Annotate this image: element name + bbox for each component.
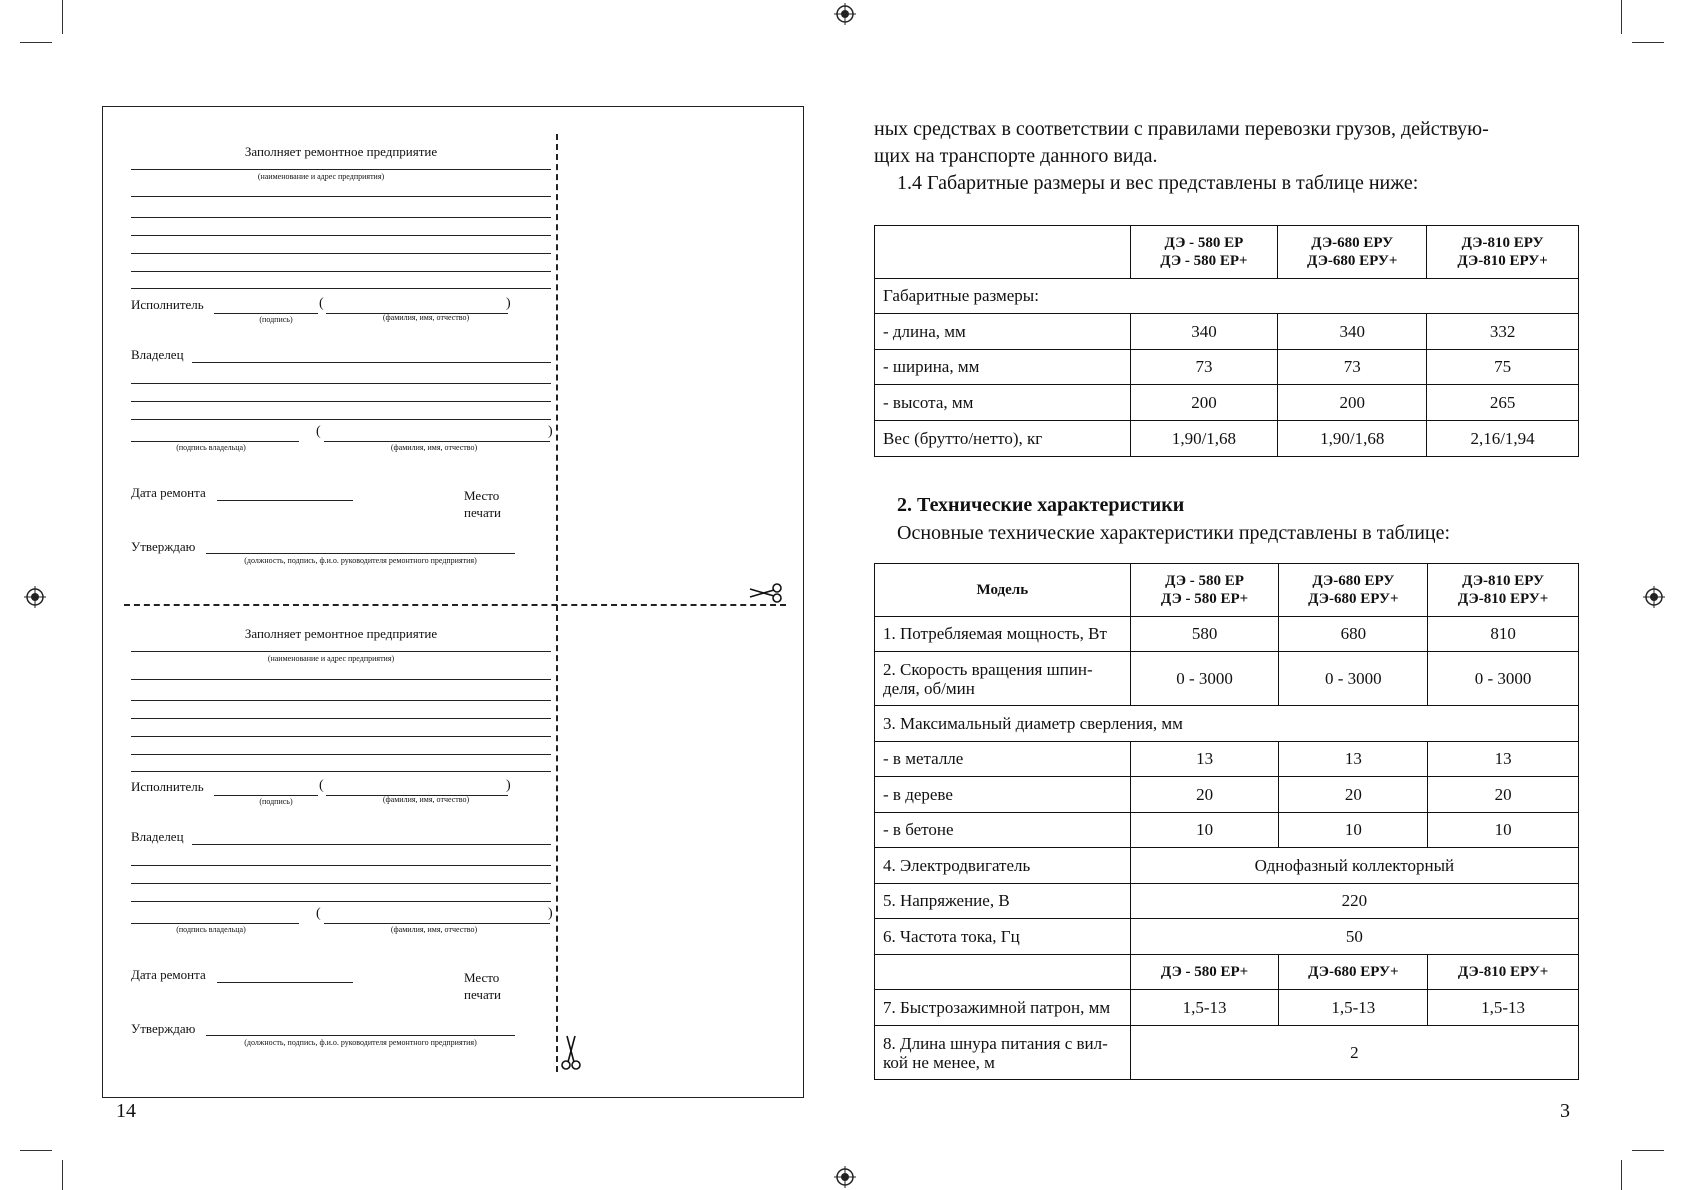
registration-mark-icon	[834, 3, 856, 25]
enterprise-line[interactable]	[131, 771, 551, 772]
crop-mark	[62, 1160, 63, 1190]
row-label: 2. Скорость вращения шпин- деля, об/мин	[875, 652, 1131, 706]
group-label-cell: Габаритные размеры:	[875, 279, 1579, 314]
paren-close: )	[548, 906, 553, 921]
horizontal-cut-line	[124, 604, 786, 606]
enterprise-line[interactable]	[131, 271, 551, 272]
value-cell: 2	[1130, 1026, 1578, 1080]
value-cell: 0 - 3000	[1279, 652, 1428, 706]
owner-line[interactable]	[131, 383, 551, 384]
crop-mark	[1632, 1150, 1664, 1151]
value-cell: 200	[1130, 385, 1278, 421]
approve-hint: (должность, подпись, ф.и.о. руководителя ремонтного предприятия)	[244, 556, 477, 565]
header-cell: ДЭ-680 ЕРУ ДЭ-680 ЕРУ+	[1278, 226, 1427, 279]
repair-date-label: Дата ремонта	[131, 967, 206, 982]
table-row	[875, 279, 1579, 314]
enterprise-line[interactable]	[131, 754, 551, 755]
owner-line[interactable]	[131, 865, 551, 866]
value-cell: 10	[1130, 813, 1279, 848]
approve-label: Утверждаю	[131, 1021, 196, 1036]
owner-fio-line[interactable]	[324, 923, 550, 924]
value-cell: 13	[1279, 742, 1428, 777]
crop-mark	[62, 0, 63, 34]
owner-fio-hint: (фамилия, имя, отчество)	[390, 925, 478, 934]
value-cell: 73	[1130, 350, 1278, 385]
value-cell: 265	[1427, 385, 1579, 421]
header-cell: ДЭ-680 ЕРУ+	[1279, 955, 1428, 990]
enterprise-line[interactable]	[131, 288, 551, 289]
approve-hint: (должность, подпись, ф.и.о. руководителя ремонтного предприятия)	[244, 1038, 477, 1047]
model-header-cell: Модель	[875, 564, 1131, 617]
table-subheader-row	[875, 955, 1579, 990]
fio-hint: (фамилия, имя, отчество)	[382, 795, 470, 804]
owner-line[interactable]	[131, 883, 551, 884]
value-cell: 1,90/1,68	[1278, 421, 1427, 457]
table-row	[875, 652, 1579, 706]
owner-fio-line[interactable]	[324, 441, 550, 442]
row-label: 4. Электродвигатель	[875, 848, 1131, 884]
repair-date-line[interactable]	[217, 982, 353, 983]
table-header-row	[875, 226, 1579, 279]
intro-line-1: ных средствах в соответствии с правилами перевозки грузов, действую-	[874, 118, 1489, 140]
enterprise-line[interactable]	[131, 700, 551, 701]
table-row	[875, 919, 1579, 955]
paren-open: (	[316, 424, 321, 439]
row-label: - в металле	[875, 742, 1131, 777]
owner-line[interactable]	[131, 901, 551, 902]
table-row	[875, 1026, 1579, 1080]
table-row	[875, 777, 1579, 813]
row-label: 8. Длина шнура питания с вил- кой не менее, м	[875, 1026, 1131, 1080]
value-cell: 332	[1427, 314, 1579, 350]
value-cell: 810	[1428, 617, 1579, 652]
table-row	[875, 350, 1579, 385]
value-cell: 1,5-13	[1279, 990, 1428, 1026]
header-cell: ДЭ - 580 ЕР ДЭ - 580 ЕР+	[1130, 226, 1278, 279]
owner-signature-hint: (подпись владельца)	[176, 443, 246, 452]
registration-mark-icon	[834, 1166, 856, 1188]
enterprise-hint: (наименование и адрес предприятия)	[257, 172, 385, 181]
table-row	[875, 617, 1579, 652]
value-cell: 1,5-13	[1130, 990, 1279, 1026]
row-label: - высота, мм	[875, 385, 1131, 421]
dimensions-table	[874, 225, 1579, 457]
performer-signature-line[interactable]	[214, 795, 318, 796]
value-cell: 580	[1130, 617, 1279, 652]
owner-signature-line[interactable]	[131, 441, 299, 442]
section-2-text: Основные технические характеристики представлены в таблице:	[897, 522, 1451, 544]
paren-close: )	[548, 424, 553, 439]
value-cell: 0 - 3000	[1130, 652, 1279, 706]
page-number-right: 3	[1560, 1100, 1570, 1122]
enterprise-line[interactable]	[131, 651, 551, 652]
approve-line[interactable]	[206, 553, 515, 554]
table-row	[875, 742, 1579, 777]
group-label-cell: 3. Максимальный диаметр сверления, мм	[875, 706, 1579, 742]
paren-open: (	[316, 906, 321, 921]
registration-mark-icon	[24, 586, 46, 608]
enterprise-line[interactable]	[131, 235, 551, 236]
approve-label: Утверждаю	[131, 539, 196, 554]
header-cell: ДЭ-810 ЕРУ ДЭ-810 ЕРУ+	[1427, 226, 1579, 279]
coupon-header: Заполняет ремонтное предприятие	[244, 626, 438, 641]
table-row	[875, 314, 1579, 350]
value-cell: 200	[1278, 385, 1427, 421]
table-row	[875, 884, 1579, 919]
performer-label: Исполнитель	[131, 779, 204, 794]
value-cell: 340	[1130, 314, 1278, 350]
header-cell: ДЭ - 580 ЕР+	[1130, 955, 1279, 990]
value-cell: 2,16/1,94	[1427, 421, 1579, 457]
header-cell: ДЭ-810 ЕРУ+	[1428, 955, 1579, 990]
owner-line[interactable]	[131, 419, 551, 420]
crop-mark	[20, 42, 52, 43]
owner-label: Владелец	[131, 347, 184, 362]
section-2-title: 2. Технические характеристики	[897, 494, 1185, 516]
row-label: 7. Быстрозажимной патрон, мм	[875, 990, 1131, 1026]
owner-line[interactable]	[131, 401, 551, 402]
header-cell: ДЭ-810 ЕРУ ДЭ-810 ЕРУ+	[1428, 564, 1579, 617]
fio-hint: (фамилия, имя, отчество)	[382, 313, 470, 322]
enterprise-line[interactable]	[131, 718, 551, 719]
value-cell: 75	[1427, 350, 1579, 385]
value-cell: 0 - 3000	[1428, 652, 1579, 706]
crop-mark	[1621, 0, 1622, 34]
stamp-label: Место	[464, 970, 500, 985]
enterprise-line[interactable]	[131, 196, 551, 197]
row-label: - ширина, мм	[875, 350, 1131, 385]
performer-signature-line[interactable]	[214, 313, 318, 314]
value-cell: Однофазный коллекторный	[1130, 848, 1578, 884]
owner-signature-line[interactable]	[131, 923, 299, 924]
value-cell: 1,90/1,68	[1130, 421, 1278, 457]
header-cell: ДЭ-680 ЕРУ ДЭ-680 ЕРУ+	[1279, 564, 1428, 617]
row-label: 5. Напряжение, В	[875, 884, 1131, 919]
signature-hint: (подпись)	[259, 315, 293, 324]
value-cell: 680	[1279, 617, 1428, 652]
table-row	[875, 990, 1579, 1026]
performer-label: Исполнитель	[131, 297, 204, 312]
stamp-label: печати	[464, 505, 502, 520]
owner-fio-hint: (фамилия, имя, отчество)	[390, 443, 478, 452]
table-row	[875, 421, 1579, 457]
value-cell: 340	[1278, 314, 1427, 350]
value-cell: 13	[1130, 742, 1279, 777]
table-row	[875, 385, 1579, 421]
crop-mark	[1621, 1160, 1622, 1190]
value-cell: 20	[1130, 777, 1279, 813]
section-1-4-text: 1.4 Габаритные размеры и вес представлены в таблице ниже:	[897, 172, 1419, 194]
scissors-icon	[560, 1034, 582, 1072]
owner-line[interactable]	[192, 844, 551, 845]
value-cell: 20	[1428, 777, 1579, 813]
enterprise-hint: (наименование и адрес предприятия)	[267, 654, 395, 663]
table-row	[875, 848, 1579, 884]
crop-mark	[20, 1150, 52, 1151]
paren-close: )	[506, 296, 511, 311]
enterprise-line[interactable]	[131, 253, 551, 254]
empty-cell	[875, 955, 1131, 990]
repair-date-line[interactable]	[217, 500, 353, 501]
row-label: - длина, мм	[875, 314, 1131, 350]
owner-line[interactable]	[192, 362, 551, 363]
enterprise-line[interactable]	[131, 679, 551, 680]
paren-close: )	[506, 778, 511, 793]
registration-mark-icon	[1643, 586, 1665, 608]
owner-label: Владелец	[131, 829, 184, 844]
coupon-header: Заполняет ремонтное предприятие	[244, 144, 438, 159]
approve-line[interactable]	[206, 1035, 515, 1036]
value-cell: 20	[1279, 777, 1428, 813]
value-cell: 220	[1130, 884, 1578, 919]
value-cell: 1,5-13	[1428, 990, 1579, 1026]
value-cell: 13	[1428, 742, 1579, 777]
stamp-label: Место	[464, 488, 500, 503]
value-cell: 50	[1130, 919, 1578, 955]
owner-signature-hint: (подпись владельца)	[176, 925, 246, 934]
value-cell: 73	[1278, 350, 1427, 385]
enterprise-line[interactable]	[131, 736, 551, 737]
paren-open: (	[319, 778, 324, 793]
empty-cell	[875, 226, 1131, 279]
table-row	[875, 813, 1579, 848]
enterprise-line[interactable]	[131, 169, 551, 170]
row-label: - в бетоне	[875, 813, 1131, 848]
vertical-cut-line	[556, 134, 558, 1072]
scissors-icon	[748, 582, 784, 604]
value-cell: 10	[1428, 813, 1579, 848]
specifications-table	[874, 563, 1579, 1080]
repair-date-label: Дата ремонта	[131, 485, 206, 500]
row-label: 6. Частота тока, Гц	[875, 919, 1131, 955]
repair-coupon-frame	[102, 106, 804, 1098]
stamp-label: печати	[464, 987, 502, 1002]
value-cell: 10	[1279, 813, 1428, 848]
row-label: 1. Потребляемая мощность, Вт	[875, 617, 1131, 652]
table-header-row	[875, 564, 1579, 617]
table-row	[875, 706, 1579, 742]
row-label: - в дереве	[875, 777, 1131, 813]
signature-hint: (подпись)	[259, 797, 293, 806]
enterprise-line[interactable]	[131, 217, 551, 218]
page-number-left: 14	[116, 1100, 136, 1122]
row-label: Вес (брутто/нетто), кг	[875, 421, 1131, 457]
crop-mark	[1632, 42, 1664, 43]
paren-open: (	[319, 296, 324, 311]
header-cell: ДЭ - 580 ЕР ДЭ - 580 ЕР+	[1130, 564, 1279, 617]
intro-line-2: щих на транспорте данного вида.	[874, 145, 1158, 167]
